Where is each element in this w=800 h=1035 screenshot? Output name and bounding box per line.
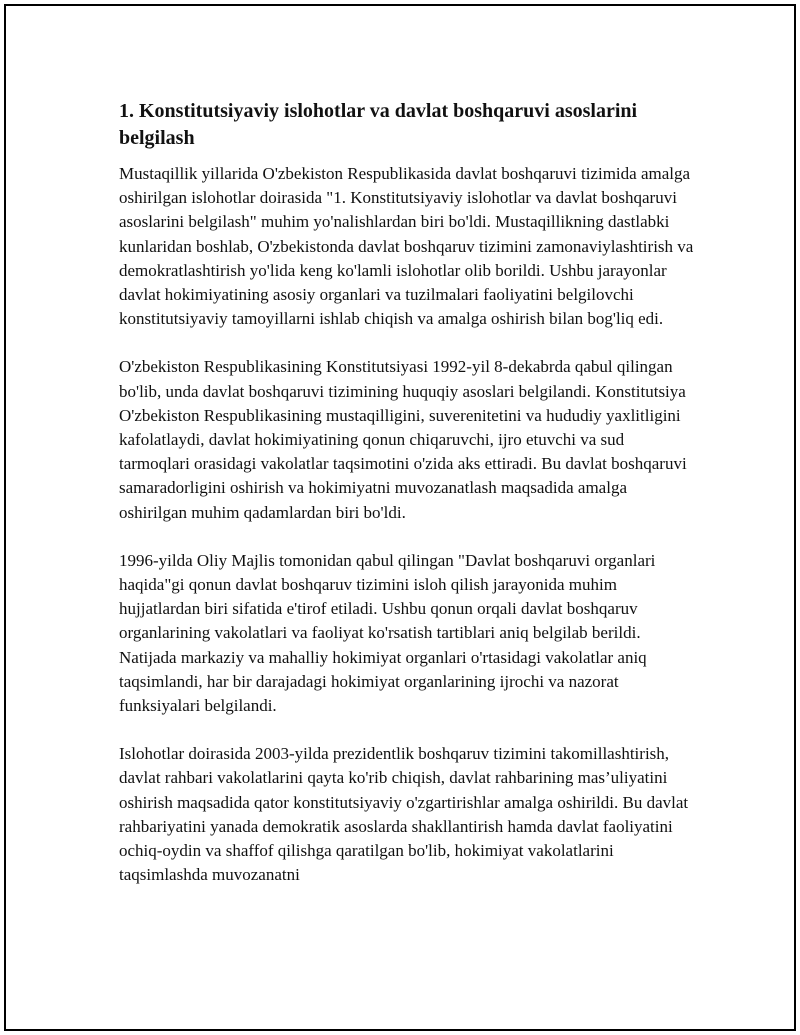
paragraph-2: O'zbekiston Respublikasining Konstitutsiyasi 1992-yil 8-dekabrda qabul qilingan bo'lib, unda davlat boshqaruvi tizimining huquqiy asoslari belgilandi. Konstitutsiya O'zbekiston Respublikasining mustaqilligini, suverenitetini va hududiy yaxlitligini kafolatlaydi, davlat hokimiyatining qonun chiqaruvchi, ijro etuvchi va sud tarmoqlari orasidagi vakolatlar taqsimotini o'zida aks ettiradi. Bu davlat boshqaruvi samaradorligini oshirish va hokimiyatni muvozanatlash maqsadida amalga oshirilgan muhim qadamlardan biri bo'ldi.: [119, 357, 687, 522]
paragraph-1: Mustaqillik yillarida O'zbekiston Respublikasida davlat boshqaruvi tizimida amalga oshirilgan islohotlar doirasida "1. Konstitutsiyaviy islohotlar va davlat boshqaruvi asoslarini belgilash" muhim yo'nalishlardan biri bo'ldi. Mustaqillikning dastlabki kunlaridan boshlab, O'zbekistonda davlat boshqaruv tizimini zamonaviylashtirish va demokratlashtirish yo'lida keng ko'lamli islohotlar olib borildi. Ushbu jarayonlar davlat hokimiyatining asosiy organlari va tuzilmalari faoliyatini belgilovchi konstitutsiyaviy tamoyillarni ishlab chiqish va amalga oshirish bilan bog'liq edi.: [119, 164, 694, 329]
section-heading: 1. Konstitutsiyaviy islohotlar va davlat boshqaruvi asoslarini belgilash: [119, 100, 638, 149]
paragraph-3: 1996-yilda Oliy Majlis tomonidan qabul qilingan "Davlat boshqaruvi organlari haqida"gi qonun davlat boshqaruv tizimini isloh qilish jarayonida muhim hujjatlardan biri sifatida e'tirof etiladi. Ushbu qonun orqali davlat boshqaruv organlarining vakolatlari va faoliyat ko'rsatish tartiblari aniq belgilab berildi. Natijada markaziy va mahalliy hokimiyat organlari o'rtasidagi vakolatlar aniq taqsimlandi, har bir darajadagi hokimiyat organlarining ijrochi va nazorat funksiyalari belgilandi.: [119, 550, 656, 716]
paragraph-4: Islohotlar doirasida 2003-yilda prezidentlik boshqaruv tizimini takomillashtirish, davlat rahbari vakolatlarini qayta ko'rib chiqish, davlat rahbarining mas’uliyatini oshirish maqsadida qator konstitutsiyaviy o'zgartirishlar amalga oshirildi. Bu davlat rahbariyatini yanada demokratik asoslarda shakllantirish hamda davlat faoliyatini ochiq-oydin va shaffof qilishga qaratilgan bo'lib, hokimiyat vakolatlarini taqsimlashda muvozanatni: [119, 744, 689, 885]
document-page: [4, 4, 796, 1031]
document-body: [119, 98, 694, 911]
